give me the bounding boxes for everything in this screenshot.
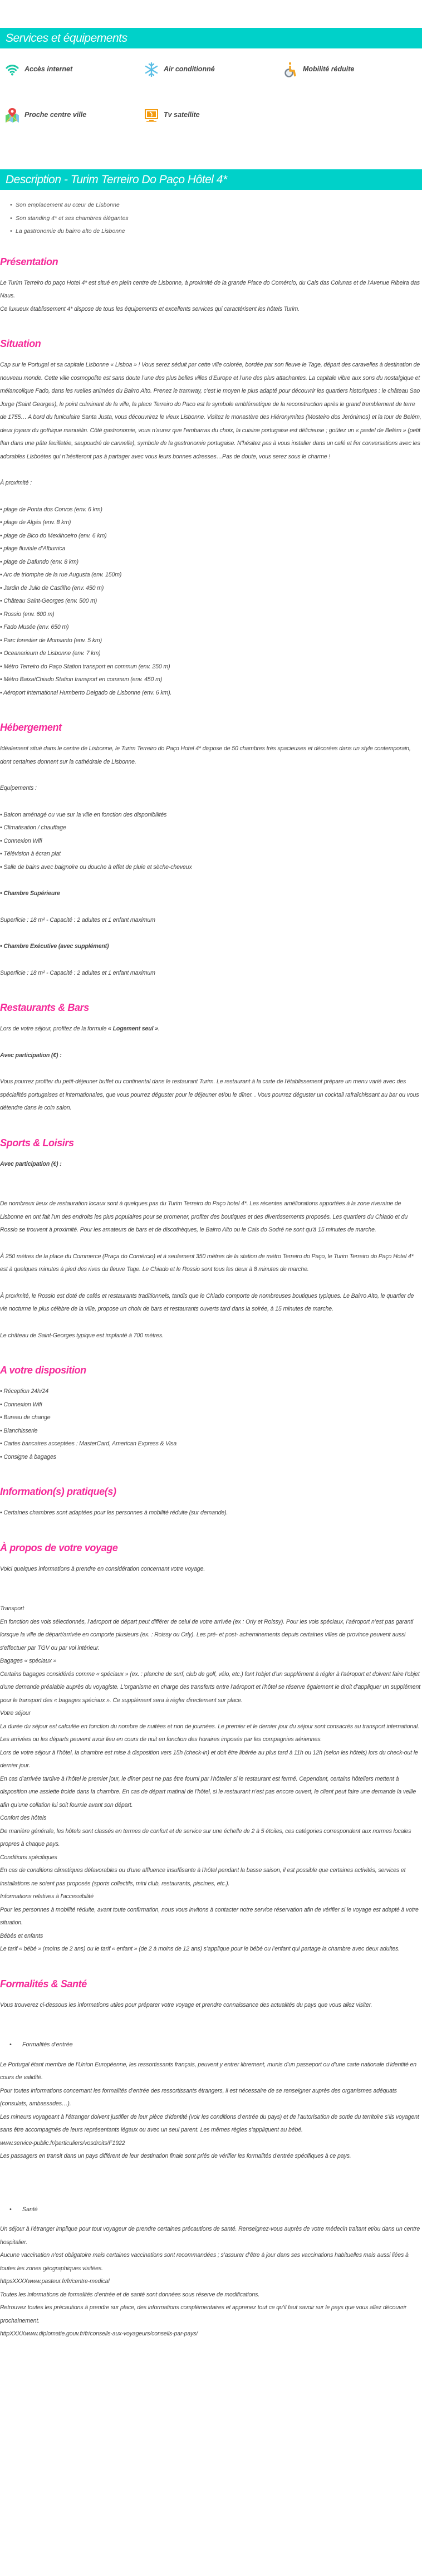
bullet: • (0, 1414, 4, 1421)
nearby-item (0, 582, 422, 595)
disposition-list (0, 1385, 422, 1464)
disposition-item (0, 1399, 422, 1412)
satellite-tv-icon (144, 107, 159, 123)
sante-line-text: Aucune vaccination n’est obligatoire mais certaines vaccinations sont recommandées ; s’assurer d’être à jour dans ses vaccinations habituelles mais aussi liées à toutes les zones géographiques visitées. (0, 2252, 409, 2272)
presentation-text: Le Turim Terreiro do paço Hotel 4* est situé en plein centre de Lisbonne, à proximité de la grande Place do Comércio, du Cais das Colunas et de l'Avenue Ribeira das Naus. (0, 279, 420, 299)
voyage-line-text: Transport (0, 1605, 24, 1612)
wheelchair-icon (283, 62, 298, 77)
participation-text: Avec participation (€) : (0, 1052, 62, 1059)
equipement-item-text: Balcon aménagé ou vue sur la ville en fonction des disponibilités (3, 811, 167, 818)
nearby-item-text: plage fluviale d’Alburrica (3, 545, 66, 552)
service-internet (4, 60, 144, 80)
bullet: • (0, 558, 4, 565)
sante-line-text: httpXXXXwww.diplomatie.gouv.fr/fr/conseils-aux-voyageurs/conseils-par-pays/ (0, 2330, 198, 2337)
bullet: • (0, 850, 4, 857)
voyage-line-text: Conditions spécifiques (0, 1854, 57, 1861)
entree-line (0, 2111, 422, 2137)
sports-text: À 250 mètres de la place du Commerce (Praça do Comércio) et à seulement 350 mètres de la station de métro Terreiro do Paço, le Turim Terreiro do Paço Hotel 4* est à quelques minutes à pied des rives du fleuve Tage. Le Chiado et le Rossio sont tous les deux à 8 minutes de marche. (0, 1253, 414, 1273)
voyage-line (0, 1720, 422, 1734)
service-label: Mobilité réduite (303, 65, 355, 74)
bullet: • (0, 571, 3, 578)
sante-label: • Santé (9, 2206, 38, 2213)
disposition-item-text: Blanchisserie (3, 1427, 38, 1434)
entree-line-text: Les passagers en transit dans un pays différent de leur destination finale sont priés de vérifier les formalités d'entrée spécifiques à ce pays. (0, 2153, 351, 2159)
bullet: • (0, 1401, 4, 1408)
service-label: Tv satellite (164, 111, 200, 119)
bullet: • (0, 532, 4, 539)
equipement-item-text: Télévision à écran plat (3, 850, 61, 857)
nearby-item-text: Fado Musée (env. 650 m) (3, 624, 69, 630)
bullet: • (0, 663, 4, 670)
nearby-item-text: Jardin de Julio de Castilho (env. 450 m) (3, 584, 104, 592)
section-title-situation: Situation (0, 338, 41, 349)
voyage-line (0, 1733, 422, 1747)
nearby-item (0, 516, 422, 530)
voyage-line (0, 1773, 422, 1812)
bullet: • (0, 824, 4, 831)
nearby-item-text: Arc de triomphe de la rue Augusta (env. 150m) (3, 571, 122, 578)
voyage-line (0, 1851, 422, 1865)
disposition-item (0, 1451, 422, 1464)
equipement-item (0, 861, 422, 874)
map-pin-icon (4, 107, 20, 123)
entree-line-text: www.service-public.fr/particuliers/vosdroits/F1922 (0, 2139, 125, 2147)
participation-text: Avec participation (€) : (0, 1160, 62, 1167)
voyage-line (0, 1812, 422, 1825)
bullet: • (0, 1453, 4, 1460)
sante-line-text: Toutes les informations de formalités d’entrée et de santé sont données sous réserve de modifications. (0, 2291, 260, 2298)
nearby-label: À proximité : (0, 480, 32, 486)
bullet: • (0, 1388, 4, 1395)
section-title-formalites: Formalités & Santé (0, 1978, 87, 1990)
participation-label (0, 1158, 422, 1171)
voyage-line-text: Pour les personnes à mobilité réduite, avant toute confirmation, nous vous invitons à contacter notre service réservation afin de vérifier si le voyage est adapté à votre situation. (0, 1906, 419, 1926)
voyage-line (0, 1616, 422, 1655)
section-title-hebergement: Hébergement (0, 722, 62, 733)
disposition-item (0, 1411, 422, 1425)
nearby-item (0, 647, 422, 661)
equipement-item-text: Climatisation / chauffage (3, 824, 66, 831)
entree-lines (0, 2059, 422, 2163)
wifi-icon (4, 62, 20, 77)
nearby-item (0, 673, 422, 687)
sante-line (0, 2328, 422, 2341)
highlights-list (0, 190, 422, 238)
sports-text: De nombreux lieux de restauration locaux sont à quelques pas du Turim Terreiro do Paço hotel 4*. Les récentes améliorations apportées à la zone riveraine de Lisbonne en ont fait l'un des endroits les plus populaires pour se promener, profiter des boutiques et des divertissements proposés. Les quartiers du Chiado et du Rossio se trouvent à proximité. Pour les amateurs de bars et de discothèques, le Bairro Alto ou le Cais do Sodré ne sont qu'à 15 minutes de marche. (0, 1200, 408, 1233)
nearby-item (0, 687, 422, 700)
nearby-item-text: Aéroport international Humberto Delgado de Lisbonne (env. 6 km). (3, 689, 172, 696)
service-air-conditioning (144, 60, 283, 80)
bullet: • (0, 598, 4, 604)
presentation-text: Ce luxueux établissement 4* dispose de tous les équipements et excellents services qui caractérisent les hôtels Turim. (0, 305, 300, 312)
sante-line (0, 2249, 422, 2275)
nearby-item-text: Métro Terreiro do Paço Station transport en commun (env. 250 m) (3, 663, 170, 670)
bullet: • (0, 584, 4, 592)
sports-text: Le château de Saint-Georges typique est implanté à 700 mètres. (0, 1332, 164, 1339)
equipement-item (0, 848, 422, 861)
pratique-item-text: Certaines chambres sont adaptées pour les personnes à mobilité réduite (sur demande). (3, 1509, 228, 1516)
voyage-line-text: En cas de conditions climatiques défavorables ou d'une affluence insuffisante à l'hôtel pendant la basse saison, il est possible que certaines activités, services et installations ne soient pas proposés (sports collectifs, mini club, restaurants, piscines, etc.). (0, 1867, 406, 1887)
voyage-line-text: Bébés et enfants (0, 1932, 43, 1939)
sante-line (0, 2301, 422, 2328)
entree-line (0, 2137, 422, 2150)
voyage-line-text: La durée du séjour est calculée en fonction du nombre de nuitées et non de journées. Le premier et le dernier jour du séjour sont consacrés au transport international. (0, 1723, 419, 1730)
bullet: • (0, 676, 4, 683)
voyage-line (0, 1890, 422, 1904)
bullet: • (0, 811, 4, 818)
entree-line (0, 2150, 422, 2163)
pratiques-list (0, 1507, 422, 1520)
nearby-item-text: Parc forestier de Monsanto (env. 5 km) (3, 637, 102, 644)
nearby-item (0, 556, 422, 569)
disposition-item-text: Réception 24h/24 (3, 1388, 49, 1395)
sante-line-text: httpsXXXXwww.pasteur.fr/fr/centre-medical (0, 2278, 110, 2285)
pratique-item (0, 1507, 422, 1520)
bullet: • (0, 689, 3, 696)
bullet: • (0, 506, 4, 513)
highlight-item: • Son standing 4* et ses chambres élégantes (10, 212, 422, 226)
disposition-item-text: Bureau de change (3, 1414, 51, 1421)
nearby-item-text: Rossio (env. 600 m) (3, 610, 55, 618)
highlight-item: • Son emplacement au cœur de Lisbonne (10, 199, 422, 212)
equipement-item-text: Salle de bains avec baignoire ou douche à effet de pluie et sèche-cheveux (3, 863, 192, 871)
intro-text: Lors de votre séjour, profitez de la formule (0, 1025, 109, 1032)
voyage-line-text: Lors de votre séjour à l’hôtel, la chambre est mise à disposition vers 15h (check-in) et doit être libérée au plus tard à 11h ou 12h (selon les hôtels) lors du check-out le dernier jour. (0, 1749, 418, 1769)
voyage-line (0, 1943, 422, 1956)
voyage-intro: Voici quelques informations à prendre en considération concernant votre voyage. (0, 1565, 205, 1572)
voyage-line (0, 1747, 422, 1773)
nearby-item-text: Oceanarieum de Lisbonne (env. 7 km) (3, 650, 101, 657)
room-name-text: Chambre Exécutive (avec supplément) (3, 943, 109, 950)
entree-line-text: Pour toutes informations concernant les formalités d’entrée des ressortissants étrangers, il est nécessaire de se renseigner auprès des organismes adéquats (consulats, ambassades…). (0, 2087, 397, 2107)
bullet: • (0, 1440, 4, 1447)
sante-lines (0, 2223, 422, 2341)
voyage-line (0, 1904, 422, 1930)
entree-label-text: Formalités d’entrée (22, 2041, 73, 2048)
participation-label (0, 1049, 422, 1063)
section-title-voyage: À propos de votre voyage (0, 1542, 118, 1553)
sante-line (0, 2223, 422, 2249)
disposition-item (0, 1438, 422, 1451)
equipements-list (0, 809, 422, 874)
room-details: Superficie : 18 m² - Capacité : 2 adultes et 1 enfant maximum (0, 916, 155, 923)
bullet: • (0, 637, 4, 644)
room-name-text: Chambre Supérieure (3, 890, 60, 897)
nearby-list (0, 504, 422, 700)
snowflake-icon (144, 62, 159, 77)
voyage-line (0, 1825, 422, 1851)
services-grid (0, 48, 422, 143)
entree-line (0, 2085, 422, 2111)
bullet: • (0, 650, 4, 657)
nearby-item-text: plage de Bico do Mexilhoeiro (env. 6 km) (3, 532, 107, 539)
services-banner: Services et équipements (0, 28, 422, 48)
section-title-presentation: Présentation (0, 256, 58, 267)
voyage-line (0, 1864, 422, 1890)
voyage-line (0, 1602, 422, 1616)
restaurants-text: Vous pourrez profiter du petit-déjeuner buffet ou continental dans le restaurant Turim. Le restaurant à la carte de l'établissement prépare un menu varié avec des spécialités portugaises et internationales, que vous pourrez déguster pour le déjeuner et/ou le dîner. . Vous pourrez déguster un cocktail rafraîchissant au bar ou vous détendre dans le coin salon. (0, 1078, 419, 1111)
nearby-item (0, 504, 422, 517)
nearby-item-text: plage de Ponta dos Corvos (env. 6 km) (3, 506, 102, 513)
room-details: Superficie : 18 m² - Capacité : 2 adultes et 1 enfant maximum (0, 969, 155, 976)
service-label: Air conditionné (164, 65, 215, 74)
bullet: • (0, 1427, 4, 1434)
nearby-item-text: plage de Dafundo (env. 8 km) (3, 558, 78, 565)
room-name: • Chambre Exécutive (avec supplément) (0, 943, 109, 950)
equipement-item (0, 809, 422, 822)
voyage-line-text: Informations relatives à l'accessibilité (0, 1893, 94, 1900)
voyage-line-text: En fonction des vols sélectionnés, l’aéroport de départ peut différer de celui de votre arrivée (ex : Orly et Roissy). Pour les vols spéciaux, l’aéroport n’est pas garanti lorsque la ville de départ/arrivée en comporte plusieurs (ex. : Roissy ou Orly). Les pré- et post- acheminements depuis certaines villes de province peuvent aussi s'effectuer par TGV ou par vol intérieur. (0, 1618, 414, 1651)
voyage-line-text: Votre séjour (0, 1710, 31, 1717)
voyage-line (0, 1930, 422, 1943)
bullet: • (0, 1509, 4, 1516)
voyage-line-text: Bagages « spéciaux » (0, 1658, 57, 1664)
highlight-item: • La gastronomie du bairro alto de Lisbonne (10, 225, 422, 238)
description-content (0, 255, 422, 2341)
service-reduced-mobility (283, 60, 422, 80)
nearby-item (0, 661, 422, 674)
voyage-line-text: Les arrivées ou les départs peuvent avoir lieu en cours de nuit en fonction des horaires imposés par les compagnies aériennes. (0, 1736, 322, 1743)
entree-line (0, 2059, 422, 2085)
nearby-item (0, 608, 422, 622)
formula-name: « Logement seul » (108, 1025, 158, 1032)
service-label: Proche centre ville (24, 111, 87, 119)
restaurants-intro (0, 1023, 422, 1036)
equipement-item (0, 835, 422, 848)
nearby-item-text: plage de Algés (env. 8 km) (3, 519, 71, 526)
sports-text: À proximité, le Rossio est doté de cafés et restaurants traditionnels, tandis que le Chiado comporte de nombreuses boutiques typiques. Le Bairro Alto, le quartier de vie nocturne le plus célèbre de la ville, propose un choix de bars et restaurants ouverts tard dans la soirée, à 15 minutes de marche. (0, 1292, 414, 1312)
sante-label-text: Santé (22, 2206, 38, 2213)
entree-line-text: Les mineurs voyageant à l’étranger doivent justifier de leur pièce d’identité (voir les conditions d’entrée du pays) et de l’autorisation de sortie du territoire s’ils voyagent sans être accompagnés de leurs représentants légaux ou avec un seul parent. Les mêmes règles s'appliquent au bébé. (0, 2113, 419, 2133)
voyage-line-text: De manière générale, les hôtels sont classés en termes de confort et de service sur une échelle de 2 à 5 étoiles, ces catégories correspondent aux normes locales propres à chaque pays. (0, 1827, 411, 1847)
nearby-item (0, 595, 422, 608)
section-title-sports: Sports & Loisirs (0, 1137, 74, 1148)
voyage-line-text: Confort des hôtels (0, 1815, 47, 1821)
hebergement-intro: Idéalement situé dans le centre de Lisbonne, le Turim Terreiro do Paço Hotel 4* dispose de 50 chambres très spacieuses et décorées dans un style contemporain, dont certaines donnent sur la cathédrale de Lisbonne. (0, 745, 411, 765)
nearby-item-text: Métro Baixa/Chiado Station transport en commun (env. 450 m) (3, 676, 163, 683)
equipements-label: Equipements : (0, 785, 37, 791)
section-title-disposition: A votre disposition (0, 1365, 86, 1376)
service-satellite-tv (144, 105, 283, 125)
entree-label: • Formalités d’entrée (9, 2041, 73, 2048)
bullet: • (0, 610, 4, 618)
voyage-line-text: Certains bagages considérés comme « spéciaux » (ex. : planche de surf, club de golf, vélo, etc.) font l'objet d'un supplément à régler à l'aéroport et doivent faire l'objet d'une demande préalable auprès du voyagiste. L'organisme en charge des transferts entre l'aéroport et l'hôtel se réserve également le droit d'appliquer un supplément pour le transport des « bagages spéciaux ». Ce supplément sera à régler directement sur place. (0, 1670, 421, 1704)
description-banner: Description - Turim Terreiro Do Paço Hôtel 4* (0, 169, 422, 190)
bullet: • (0, 863, 4, 871)
bullet: • (0, 837, 4, 844)
voyage-line (0, 1668, 422, 1708)
formalites-intro: Vous trouverez ci-dessous les informations utiles pour préparer votre voyage et prendre connaissance des actualités du pays que vous allez visiter. (0, 2001, 372, 2008)
service-label: Accès internet (24, 65, 73, 74)
equipement-item (0, 822, 422, 835)
nearby-item (0, 569, 422, 582)
section-title-pratiques: Information(s) pratique(s) (0, 1486, 116, 1497)
bullet: • (0, 519, 4, 526)
disposition-item-text: Consigne à bagages (3, 1453, 56, 1460)
nearby-item (0, 530, 422, 543)
entree-line-text: Le Portugal étant membre de l’Union Européenne, les ressortissants français, peuvent y entrer librement, munis d’un passeport ou d’une carte nationale d’identité en cours de validité. (0, 2061, 417, 2081)
nearby-item (0, 542, 422, 556)
voyage-line-text: En cas d’arrivée tardive à l’hôtel le premier jour, le dîner peut ne pas être fourni par l’hôtelier si le restaurant est fermé. Cependant, certains hôteliers mettent à disposition une assiette froide dans la chambre. En cas de départ matinal de l’hôtel, si le restaurant n’est pas encore ouvert, le client peut faire une demande la veille afin qu’une collation lui soit fournie avant son départ. (0, 1775, 416, 1808)
disposition-item-text: Cartes bancaires acceptées : MasterCard, American Express & Visa (3, 1440, 177, 1447)
section-title-restaurants: Restaurants & Bars (0, 1002, 89, 1013)
room-name: • Chambre Supérieure (0, 890, 60, 897)
nearby-item (0, 634, 422, 648)
sante-line (0, 2275, 422, 2289)
disposition-item (0, 1425, 422, 1438)
nearby-item (0, 621, 422, 634)
bullet: • (0, 624, 4, 630)
sante-line-text: Un séjour à l’étranger implique pour tout voyageur de prendre certaines précautions de santé. Renseignez-vous auprès de votre médecin traitant et/ou dans un centre hospitalier. (0, 2226, 420, 2246)
nearby-item-text: Château Saint-Georges (env. 500 m) (3, 598, 97, 604)
disposition-item (0, 1385, 422, 1399)
voyage-line-text: Le tarif « bébé » (moins de 2 ans) ou le tarif « enfant » (de 2 à moins de 12 ans) s’applique pour le bébé ou l’enfant qui partage la chambre avec deux adultes. (0, 1946, 400, 1952)
voyage-lines (0, 1602, 422, 1956)
intro-text: . (158, 1025, 160, 1032)
bullet: • (0, 545, 4, 552)
situation-text: Cap sur le Portugal et sa capitale Lisbonne « Lisboa » ! Vous serez séduit par cette ville colorée, bordée par son fleuve le Tage, départ des caravelles à destination de nouveau monde. Cette ville cosmopolite est sans doute l’une des plus belles villes d’Europe et l’une des plus attachantes. La capitale vibre aux sons du nostalgique et mélancolique Fado, dans les ruelles animées du Bairro Alto. Prenez le tramway, c’est le moyen le plus adapté pour découvrir les quartiers historiques : le château Sao Jorge (Saint Georges), le point culminant de la ville, la place Terreiro do Paco est le symbole emblématique de la reconstruction après le grand tremblement de terre de 1755… A bord du funiculaire Santa Justa, vous découvrirez le vieux Lisbonne. Visitez le monastère des Hiéronymites (Mosteiro dos Jerónimos) et la tour de Belém, deux joyaux du gothique manuélin. Côté gastronomie, vous n’aurez que l’embarras du choix, la cuisine portugaise est délicieuse ; goûtez un « pastel de Belém » (petit flan dans une pâte feuilletée, saupoudré de cannelle), symbole de la gastronomie portugaise. N’hésitez pas à vous installer dans un café et lier conversations avec les adorables Lisboètes qui n’hésiteront pas à partager avec vous leurs bonnes adresses…Pas de doute, vous serez sous le charme ! (0, 361, 421, 460)
equipement-item-text: Connexion Wifi (3, 837, 42, 844)
service-near-center (4, 105, 144, 125)
sante-line (0, 2289, 422, 2302)
sante-line-text: Retrouvez toutes les précautions à prendre sur place, des informations complémentaires et apprenez tout ce qu’il faut savoir sur le pays que vous allez découvrir prochainement. (0, 2304, 407, 2324)
voyage-line (0, 1707, 422, 1720)
disposition-item-text: Connexion Wifi (3, 1401, 42, 1408)
voyage-line (0, 1655, 422, 1668)
